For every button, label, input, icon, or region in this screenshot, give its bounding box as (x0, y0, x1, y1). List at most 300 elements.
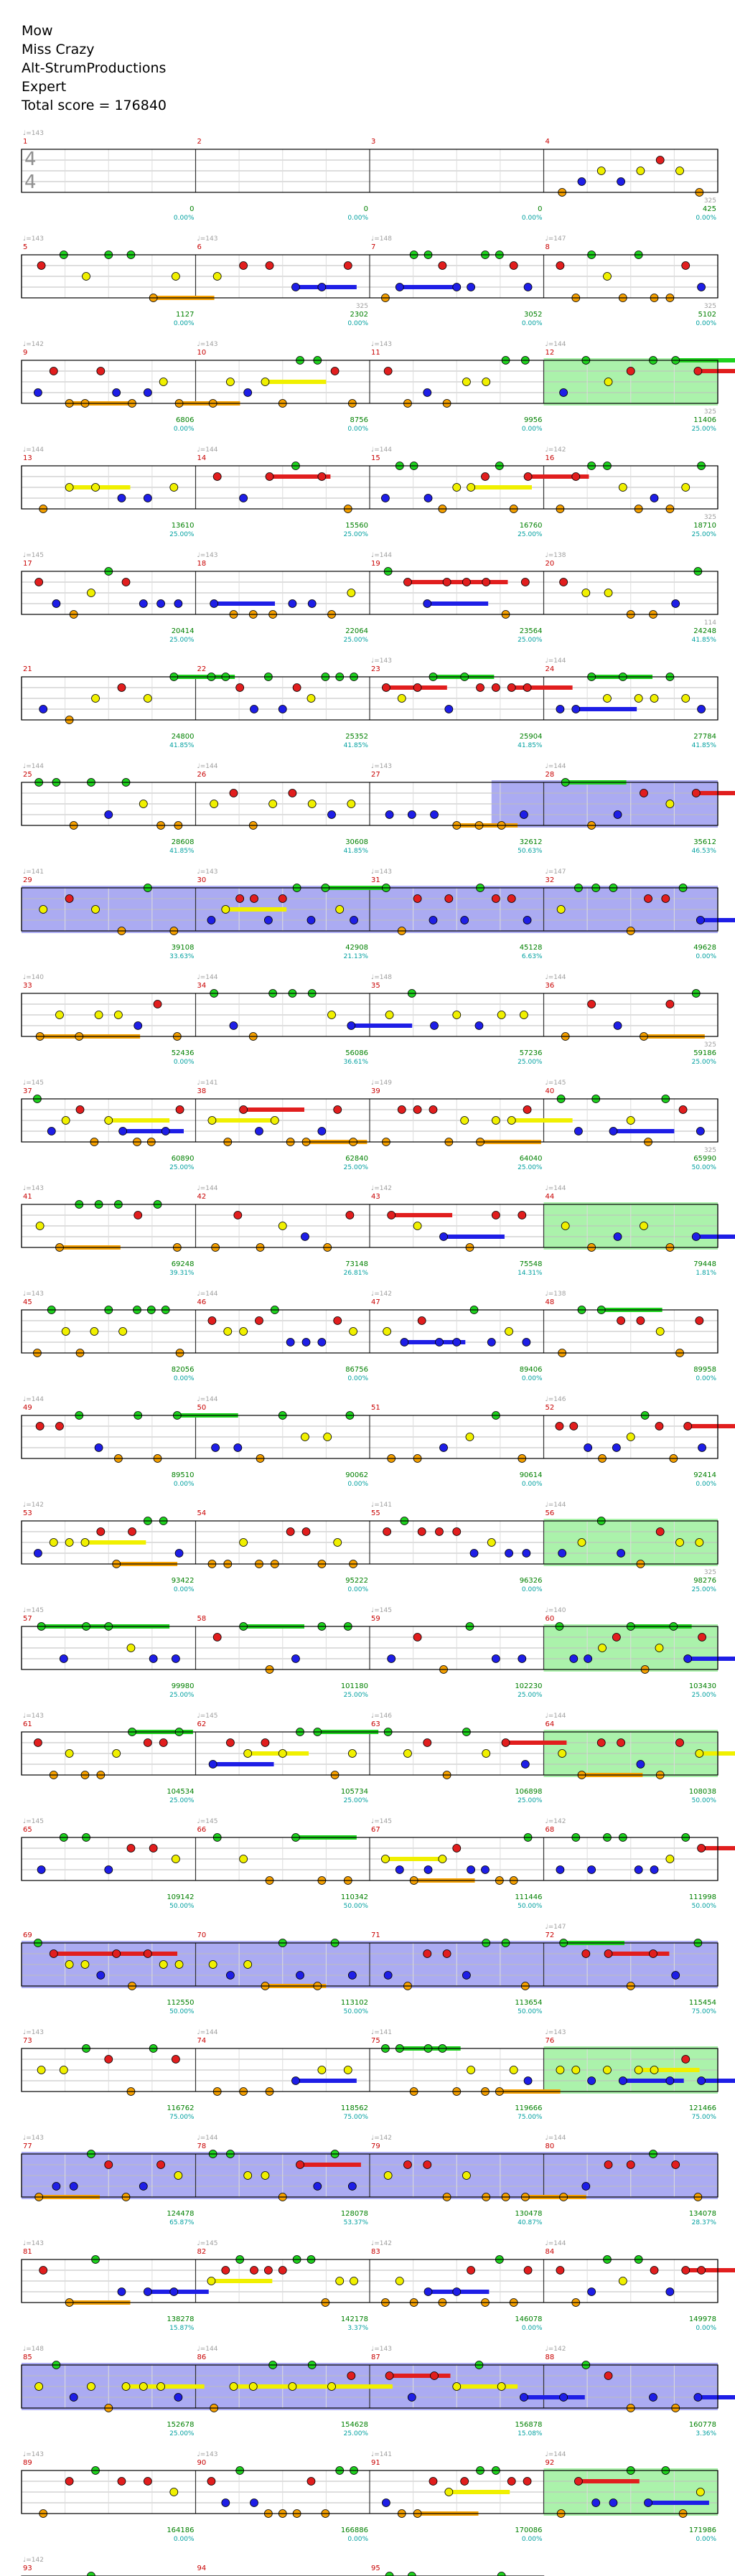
note-gem (497, 2383, 505, 2391)
note-gem (159, 1739, 167, 1747)
note-gem (619, 484, 627, 492)
note-gem (482, 1750, 490, 1758)
tempo-label: ♩=145 (23, 1818, 44, 1825)
note-gem (350, 2277, 358, 2285)
tempo-label: ♩=144 (371, 552, 392, 559)
note-gem (672, 1972, 680, 1980)
measure-number: 94 (197, 2565, 207, 2572)
note-gem (403, 579, 411, 586)
note-gem (588, 1866, 596, 1874)
tempo-label: ♩=148 (371, 235, 392, 243)
starpower-percent: 41.85% (343, 848, 368, 855)
measure-number: 70 (197, 1931, 207, 1939)
note-gem (487, 1339, 495, 1346)
note-gem (524, 2077, 532, 2085)
measure-score: 113654 (515, 1999, 543, 2007)
measure-number: 40 (545, 1087, 555, 1095)
measure-score: 25352 (345, 733, 368, 741)
starpower-percent: 25.00% (169, 1692, 195, 1699)
note-gem (302, 1339, 310, 1346)
starpower-percent: 50.00% (343, 2008, 368, 2015)
note-gem (662, 895, 670, 903)
tempo-label: ♩=143 (23, 235, 44, 243)
note-gem (293, 684, 301, 692)
measure-number: 35 (371, 982, 380, 990)
tempo-label: ♩=143 (23, 2451, 44, 2458)
measure-number: 43 (371, 1193, 380, 1201)
note-gem (453, 284, 461, 291)
measure-number: 4 (545, 138, 550, 146)
note-gem (413, 895, 421, 903)
starpower-percent: 0.00% (347, 320, 368, 327)
note-gem (560, 389, 568, 397)
note-gem (439, 1855, 446, 1863)
starpower-percent: 50.63% (518, 848, 543, 855)
measure-score: 128078 (340, 2210, 368, 2218)
tempo-label: ♩=144 (545, 2135, 566, 2142)
measure-score: 28608 (171, 838, 195, 846)
multiplier-label: 114 (703, 619, 716, 627)
note-gem (122, 579, 130, 586)
note-gem (172, 2056, 179, 2064)
note-gem (226, 1972, 234, 1980)
note-gem (382, 684, 390, 692)
staff-row (22, 1834, 735, 1885)
note-gem (291, 284, 299, 291)
measure-number: 31 (371, 876, 380, 884)
measure-score: 425 (702, 205, 716, 213)
staff-row (22, 568, 718, 619)
note-gem (113, 389, 121, 397)
note-gem (655, 1644, 663, 1652)
starpower-percent: 41.85% (518, 742, 543, 749)
sustain-bar (623, 2079, 684, 2083)
multiplier-label: 325 (703, 1147, 716, 1154)
note-gem (291, 1655, 299, 1663)
note-gem (614, 811, 622, 819)
note-gem (318, 2066, 326, 2074)
note-gem (435, 1339, 443, 1346)
note-gem (301, 1233, 309, 1241)
starpower-percent: 25.00% (518, 1797, 543, 1804)
note-gem (350, 1328, 357, 1336)
measure-score: 89958 (693, 1366, 716, 1374)
note-gem (36, 1423, 44, 1430)
tempo-label: ♩=143 (23, 2240, 44, 2247)
note-gem (453, 484, 461, 492)
note-gem (682, 2056, 690, 2064)
note-gem (244, 389, 252, 397)
staff-row (22, 462, 718, 513)
measure-number: 84 (545, 2248, 555, 2256)
note-gem (518, 1655, 526, 1663)
measure-score: 35612 (693, 838, 716, 846)
note-gem (318, 1339, 326, 1346)
note-gem (347, 800, 355, 808)
measure-number: 81 (23, 2248, 32, 2256)
measure-score: 149978 (688, 2315, 716, 2323)
note-gem (286, 1339, 294, 1346)
measure-number: 78 (197, 2142, 207, 2150)
note-gem (209, 1961, 217, 1969)
staff-row (22, 1306, 718, 1357)
measure-number: 41 (23, 1193, 32, 1201)
note-gem (226, 1739, 234, 1747)
note-gem (556, 706, 564, 713)
starpower-percent: 50.00% (169, 1903, 195, 1910)
measure-number: 29 (23, 876, 32, 884)
measure-number: 36 (545, 982, 555, 990)
note-gem (154, 1001, 161, 1008)
starpower-percent: 0.00% (347, 1481, 368, 1488)
note-gem (222, 906, 230, 914)
note-gem (507, 1117, 515, 1125)
note-gem (672, 600, 680, 608)
note-gem (385, 2372, 393, 2380)
tempo-label: ♩=148 (371, 974, 392, 981)
starpower-percent: 39.31% (169, 1270, 195, 1277)
note-gem (698, 2077, 706, 2085)
note-gem (384, 367, 392, 375)
starpower-percent: 0.00% (696, 953, 716, 960)
note-gem (492, 1655, 500, 1663)
note-gem (408, 811, 416, 819)
measure-number: 53 (23, 1509, 32, 1517)
measure-score: 69248 (171, 1260, 195, 1268)
note-gem (477, 684, 484, 692)
sustain-bar (471, 485, 532, 490)
starpower-percent: 0.00% (173, 1481, 195, 1488)
note-gem (656, 1528, 664, 1536)
note-gem (234, 1444, 242, 1452)
note-gem (382, 2499, 390, 2507)
note-gem (561, 1222, 569, 1230)
note-gem (266, 473, 273, 481)
staff-row (22, 884, 735, 935)
measure-number: 89 (23, 2459, 32, 2467)
note-gem (261, 378, 269, 386)
note-gem (423, 2161, 431, 2169)
multiplier-label: 325 (703, 303, 716, 310)
note-gem (307, 2478, 315, 2486)
note-gem (170, 2288, 178, 2296)
staff-row (22, 1517, 718, 1568)
song-title: Mow (22, 23, 53, 39)
note-gem (408, 2394, 416, 2402)
note-gem (266, 262, 273, 270)
tempo-label: ♩=144 (197, 974, 218, 981)
starpower-percent: 0.00% (173, 1586, 195, 1593)
note-gem (314, 2183, 322, 2191)
starpower-percent: 0.00% (696, 2325, 716, 2332)
note-gem (134, 1212, 142, 1219)
staff-row (22, 1939, 718, 1990)
note-gem (481, 473, 489, 481)
tempo-label: ♩=143 (371, 657, 392, 665)
note-gem (656, 1328, 664, 1336)
note-gem (350, 917, 358, 924)
sustain-bar (639, 2068, 700, 2072)
note-gem (261, 1739, 269, 1747)
measure-score: 65990 (693, 1155, 716, 1163)
starpower-percent: 41.85% (691, 637, 716, 644)
tempo-label: ♩=144 (545, 763, 566, 770)
note-gem (324, 1433, 332, 1441)
tempo-label: ♩=143 (545, 2029, 566, 2036)
note-gem (37, 262, 45, 270)
note-gem (684, 1423, 692, 1430)
note-gem (157, 2383, 165, 2391)
note-gem (635, 695, 642, 703)
note-gem (307, 917, 315, 924)
sustain-bar (576, 707, 637, 711)
measure-score: 62840 (345, 1155, 368, 1163)
note-gem (240, 1855, 248, 1863)
measure-score: 16760 (519, 522, 543, 530)
note-gem (95, 1444, 103, 1452)
measure-score: 118562 (340, 2104, 368, 2112)
note-gem (113, 1950, 121, 1958)
measure-score: 24248 (693, 627, 716, 635)
sustain-bar (148, 2290, 209, 2294)
measure-score: 170086 (515, 2526, 543, 2534)
tempo-label: ♩=138 (545, 1291, 566, 1298)
note-gem (334, 1317, 342, 1325)
note-gem (614, 1233, 622, 1241)
tempo-label: ♩=143 (371, 341, 392, 348)
staff-row (22, 1095, 718, 1146)
note-gem (213, 473, 221, 481)
note-gem (65, 895, 73, 903)
note-gem (62, 1328, 70, 1336)
note-gem (144, 495, 151, 502)
note-gem (144, 695, 151, 703)
starpower-percent: 25.00% (343, 1164, 368, 1171)
note-gem (207, 2478, 215, 2486)
measure-number: 34 (197, 982, 207, 990)
note-gem (289, 790, 296, 797)
starpower-percent: 25.00% (343, 637, 368, 644)
sustain-bar (506, 1741, 567, 1745)
tempo-label: ♩=140 (545, 1607, 566, 1614)
measure-score: 5102 (698, 311, 716, 319)
measure-score: 6806 (176, 416, 195, 424)
tempo-label: ♩=142 (23, 341, 44, 348)
note-gem (696, 1750, 703, 1758)
starpower-percent: 0.00% (696, 1481, 716, 1488)
measure-number: 64 (545, 1720, 555, 1728)
note-gem (424, 495, 432, 502)
tempo-label: ♩=143 (23, 1713, 44, 1720)
measure-number: 2 (197, 138, 202, 146)
note-gem (37, 1866, 45, 1874)
note-gem (119, 1128, 127, 1135)
multiplier-label: 325 (703, 1041, 716, 1049)
sustain-bar (688, 1424, 735, 1428)
sustain-bar (609, 1952, 670, 1956)
starpower-percent: 25.00% (169, 2430, 195, 2437)
measure-number: 28 (545, 771, 555, 779)
measure-score: 30608 (345, 838, 368, 846)
note-gem (213, 1634, 221, 1641)
note-gem (560, 579, 568, 586)
note-gem (105, 2161, 113, 2169)
note-gem (118, 2288, 126, 2296)
measure-number: 30 (197, 876, 207, 884)
tempo-label: ♩=145 (23, 1079, 44, 1087)
note-gem (234, 1212, 242, 1219)
note-gem (558, 1550, 566, 1558)
note-gem (510, 2066, 518, 2074)
note-gem (453, 2383, 461, 2391)
note-gem (439, 262, 446, 270)
note-gem (95, 1011, 103, 1019)
measure-score: 8756 (350, 416, 368, 424)
measure-score: 130478 (515, 2210, 543, 2218)
sustain-bar (243, 1107, 304, 1112)
tempo-label: ♩=143 (23, 2029, 44, 2036)
starpower-percent: 50.00% (691, 1164, 716, 1171)
note-gem (523, 684, 531, 692)
note-gem (244, 2172, 252, 2180)
measure-number: 32 (545, 876, 555, 884)
note-gem (50, 1950, 57, 1958)
note-gem (383, 1328, 391, 1336)
note-gem (572, 473, 580, 481)
starpower-percent: 25.00% (343, 531, 368, 538)
note-gem (481, 1866, 489, 1874)
note-gem (492, 895, 500, 903)
measure-score: 0 (363, 205, 368, 213)
note-gem (604, 2161, 612, 2169)
starpower-percent: 0.00% (347, 1586, 368, 1593)
note-gem (684, 1655, 692, 1663)
note-gem (240, 1106, 248, 1114)
measure-number: 63 (371, 1720, 380, 1728)
note-gem (301, 1433, 309, 1441)
measure-score: 152678 (167, 2421, 195, 2429)
starpower-percent: 25.00% (343, 1797, 368, 1804)
tempo-label: ♩=144 (545, 1185, 566, 1192)
note-gem (144, 2478, 151, 2486)
note-gem (384, 2172, 392, 2180)
note-gem (384, 1972, 392, 1980)
measure-number: 50 (197, 1404, 207, 1412)
note-gem (461, 1117, 469, 1125)
measure-number: 3 (371, 138, 376, 146)
multiplier-label: 325 (703, 1569, 716, 1576)
note-gem (209, 1761, 217, 1769)
sustain-bar (225, 907, 286, 912)
starpower-percent: 33.63% (169, 953, 195, 960)
starpower-percent: 75.00% (169, 2114, 195, 2121)
measure-score: 96326 (519, 1577, 543, 1585)
measure-score: 138278 (167, 2315, 195, 2323)
measure-score: 45128 (519, 944, 543, 952)
note-gem (207, 917, 215, 924)
tempo-label: ♩=147 (545, 235, 566, 243)
note-gem (213, 273, 221, 281)
measure-score: 99980 (171, 1682, 195, 1690)
measure-score: 142178 (340, 2315, 368, 2323)
starpower-percent: 25.00% (169, 1797, 195, 1804)
measure-number: 74 (197, 2037, 207, 2045)
starpower-percent: 21.13% (343, 953, 368, 960)
note-gem (698, 284, 706, 291)
note-gem (255, 1128, 263, 1135)
measure-score: 166886 (340, 2526, 368, 2534)
starpower-percent: 0.00% (347, 426, 368, 433)
note-gem (619, 2077, 627, 2085)
starpower-percent: 41.85% (169, 848, 195, 855)
note-gem (556, 1866, 564, 1874)
note-gem (627, 1117, 635, 1125)
note-gem (222, 2499, 230, 2507)
note-gem (35, 2383, 43, 2391)
note-gem (97, 1972, 105, 1980)
staff-row (22, 1201, 735, 1252)
tempo-label: ♩=144 (197, 446, 218, 454)
sustain-bar (444, 1235, 505, 1239)
note-gem (482, 579, 490, 586)
note-gem (289, 2383, 296, 2391)
sustain-bar (447, 580, 508, 584)
measure-number: 39 (371, 1087, 380, 1095)
sustain-bar (332, 2384, 393, 2389)
note-gem (87, 2383, 95, 2391)
measure-number: 47 (371, 1298, 380, 1306)
note-gem (523, 1339, 530, 1346)
tempo-label: ♩=143 (23, 1185, 44, 1192)
note-gem (497, 2572, 505, 2576)
note-gem (251, 895, 258, 903)
note-gem (604, 1950, 612, 1958)
note-gem (572, 706, 580, 713)
note-gem (467, 484, 475, 492)
tempo-label: ♩=142 (371, 1185, 392, 1192)
note-gem (597, 167, 605, 175)
note-gem (105, 1117, 113, 1125)
note-gem (70, 2394, 78, 2402)
note-gem (174, 600, 182, 608)
measure-score: 73148 (345, 1260, 368, 1268)
tempo-label: ♩=145 (545, 1079, 566, 1087)
starpower-percent: 0.00% (521, 215, 543, 222)
measure-score: 164186 (167, 2526, 195, 2534)
note-gem (570, 1423, 578, 1430)
note-gem (60, 1655, 67, 1663)
tempo-label: ♩=143 (197, 552, 218, 559)
note-gem (627, 1433, 635, 1441)
note-gem (672, 2161, 680, 2169)
measure-score: 15560 (345, 522, 368, 530)
tempo-label: ♩=141 (371, 2029, 392, 2036)
note-gem (507, 2478, 515, 2486)
note-gem (467, 1866, 475, 1874)
starpower-percent: 0.00% (521, 2536, 543, 2543)
tempo-label: ♩=145 (23, 552, 44, 559)
note-gem (92, 484, 100, 492)
multiplier-label: 325 (703, 514, 716, 521)
starpower-percent: 50.00% (169, 2008, 195, 2015)
measure-number: 51 (371, 1404, 380, 1412)
note-gem (423, 1739, 431, 1747)
measure-number: 65 (23, 1826, 32, 1834)
starpower-percent: 41.85% (343, 742, 368, 749)
note-gem (696, 1539, 703, 1547)
note-gem (149, 1655, 157, 1663)
note-gem (696, 1317, 703, 1325)
